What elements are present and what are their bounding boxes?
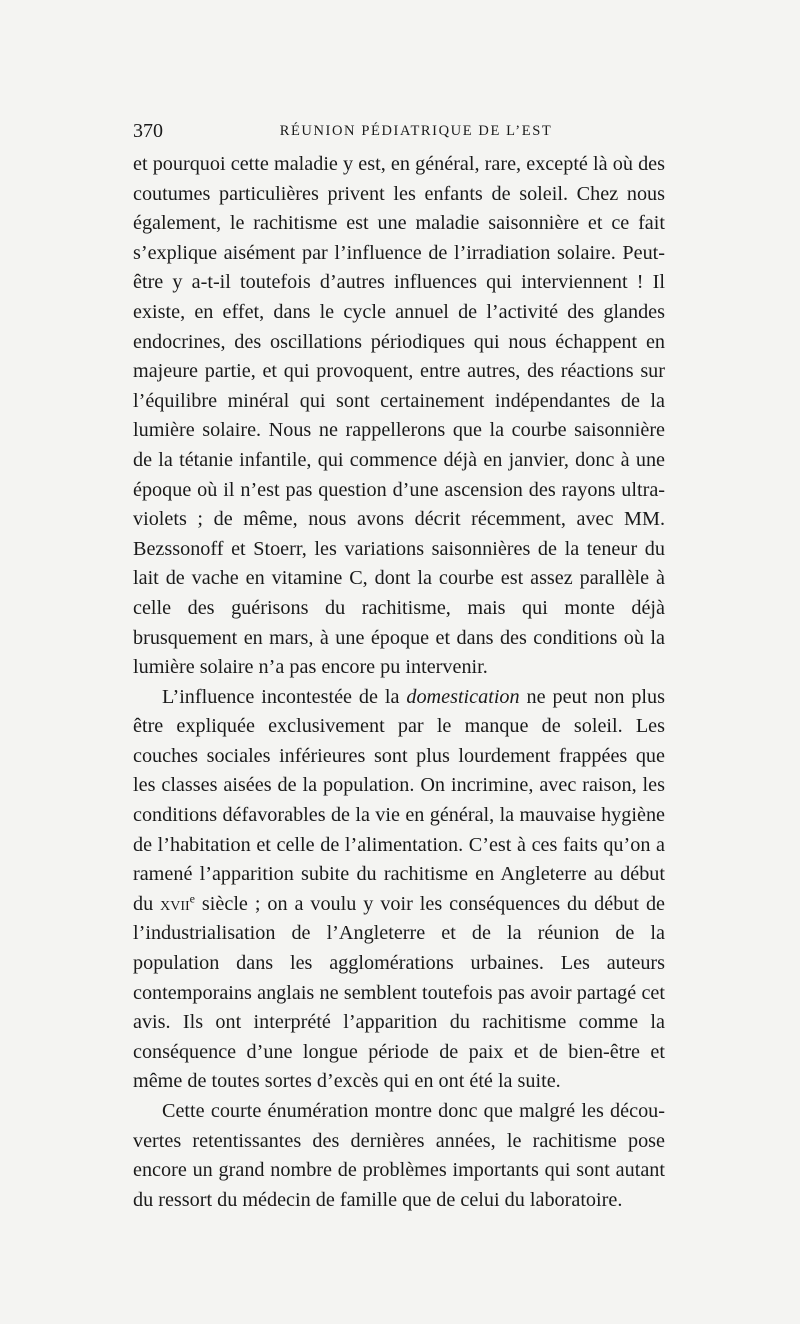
running-head [133, 116, 663, 146]
century-superscript: e [189, 891, 195, 906]
paragraph-2-text-c: siècle ; on a voulu y voir les conséquences du début de l’industrialisation de l’Angleterre et de la réunion de la population dans les agglomérations urbaines. Les auteurs contemporains anglais ne semblent toutefois pas avoir partagé cet avis. Ils ont interprété l’apparition du rachitisme comme la conséquence d’une longue période de paix et de bien-être et même de toutes sortes d’excès qui en ont été la suite. [133, 892, 665, 1093]
century-numeral: xvii [160, 892, 190, 915]
paragraph-2 [133, 683, 665, 1097]
paragraph-2-text-a: L’influence incontestée de la [162, 685, 407, 708]
running-title: RÉUNION PÉDIATRIQUE DE L’EST [279, 123, 553, 139]
body-text [133, 150, 665, 1215]
paragraph-3: Cette courte énumération montre donc que malgré les découvertes retentissantes des dernières années, le rachitisme pose encore un grand nombre de problèmes importants qui sont autant du ressort du médecin de famille que de celui du laboratoire. [133, 1100, 665, 1211]
italic-term-domestication: domestication [406, 685, 520, 708]
paragraph-1: et pourquoi cette maladie y est, en général, rare, excepté là où des coutumes particulières privent les enfants de soleil. Chez nous également, le rachitisme est une maladie saisonnière et ce fait s’explique aisément par l’influence de l’irradiation solaire. Peut-être y a-t-il toutefois d’autres influences qui interviennent ! Il existe, en effet, dans le cycle annuel de l’activité des glandes endocrines, des oscillations périodiques qui nous échappent en majeure partie, et qui provoquent, entre autres, des réactions sur l’équilibre minéral qui sont certainement indépendantes de la lumière solaire. Nous ne rappellerons que la courbe saisonnière de la tétanie infantile, qui commence déjà en janvier, donc à une époque où il n’est pas question d’une ascension des rayons ultra-violets ; de même, nous avons décrit récemment, avec MM. Bezssonoff et Stoerr, les variations saisonnières de la teneur du lait de vache en vitamine C, dont la courbe est assez parallèle à celle des guérisons du rachitisme, mais qui monte déjà brusquement en mars, à une époque et dans des conditions où la lumière solaire n’a pas encore pu intervenir. [133, 153, 665, 679]
paragraph-2-text-b: ne peut non plus être expliquée exclusivement par le manque de soleil. Les couches sociales inférieures sont plus lourdement frappées que les classes aisées de la population. On incrimine, avec raison, les conditions défavorables de la vie en général, la mauvaise hygiène de l’habitation et celle de l’alimentation. C’est à ces faits qu’on a ramené l’apparition subite du rachitisme en Angleterre au début du [133, 685, 665, 915]
page-number: 370 [133, 120, 163, 142]
